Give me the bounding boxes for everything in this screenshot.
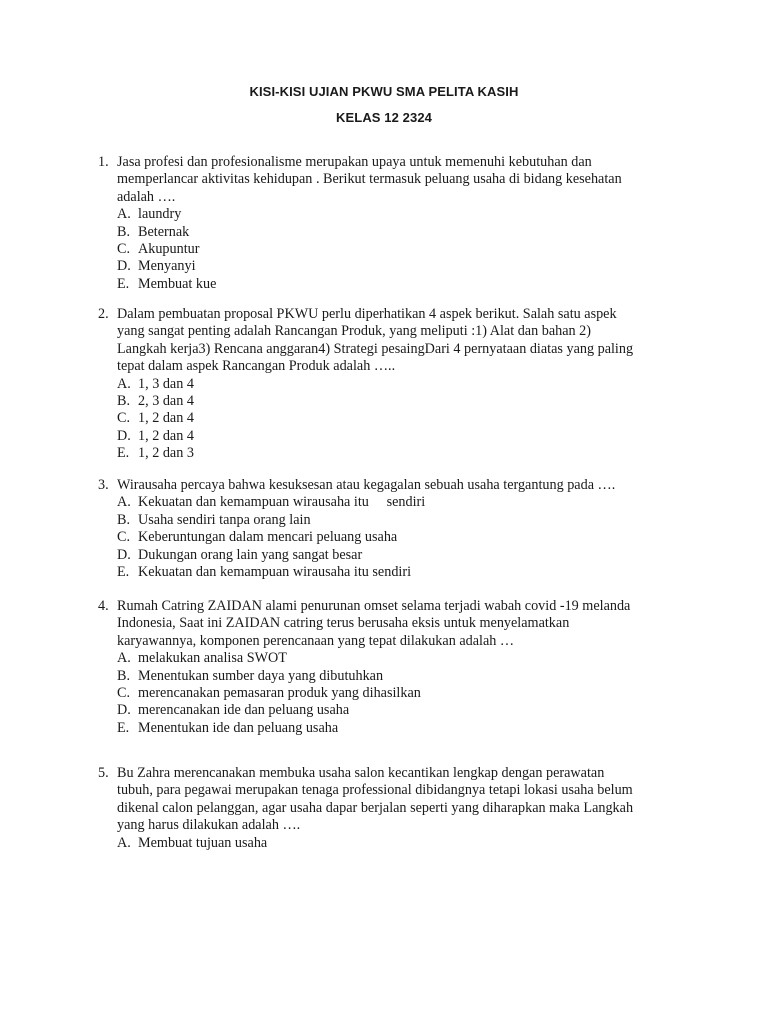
option-letter: D. [117, 546, 131, 563]
option-text: Kekuatan dan kemampuan wirausaha itu sendiri [138, 494, 426, 511]
question-number: 1. [98, 154, 109, 170]
question-text-line: Bu Zahra merencanakan membuka usaha salon kecantikan lengkap dengan perawatan [117, 765, 605, 781]
question-text [117, 598, 677, 650]
answer-option [117, 410, 677, 427]
option-letter: B. [117, 667, 131, 684]
option-letter: C. [117, 410, 131, 427]
question-text-line: memperlancar aktivitas kehidupan . Berikut termasuk peluang usaha di bidang kesehatan [117, 171, 622, 188]
question-text-line: Indonesia, Saat ini ZAIDAN catring terus berusaha eksis untuk menyelamatkan [117, 615, 570, 632]
option-letter: E. [117, 563, 130, 580]
option-text: Dukungan orang lain yang sangat besar [138, 546, 363, 563]
question-text [117, 765, 677, 835]
answer-option [117, 720, 677, 737]
option-text: Usaha sendiri tanpa orang lain [138, 511, 311, 528]
question-text-line: tubuh, para pegawai merupakan tenaga professional dibidangnya tetapi lokasi usaha belum [117, 782, 633, 799]
answer-options [117, 376, 677, 463]
option-text: Menentukan ide dan peluang usaha [138, 719, 339, 736]
option-text: melakukan analisa SWOT [138, 650, 287, 667]
option-letter: D. [117, 702, 131, 719]
answer-option [117, 685, 677, 702]
question-text-line: adalah …. [117, 188, 176, 205]
option-letter: A. [117, 834, 131, 851]
question-text-line: yang sangat penting adalah Rancangan Produk, yang meliputi :1) Alat dan bahan 2) [117, 323, 591, 340]
question-text-line: Langkah kerja3) Rencana anggaran4) Strategi pesaingDari 4 pernyataan diatas yang paling [117, 340, 634, 357]
answer-options [117, 835, 677, 852]
answer-option [117, 224, 677, 241]
option-text: 1, 2 dan 4 [138, 410, 194, 427]
answer-option [117, 445, 677, 462]
option-text: Membuat kue [138, 275, 217, 292]
option-letter: E. [117, 275, 130, 292]
answer-option [117, 258, 677, 275]
document-title: KISI-KISI UJIAN PKWU SMA PELITA KASIH [249, 84, 519, 99]
answer-option [117, 702, 677, 719]
option-letter: E. [117, 445, 130, 462]
option-text: laundry [138, 206, 182, 223]
question-number: 3. [98, 477, 109, 493]
answer-option [117, 276, 677, 293]
question-number: 4. [98, 598, 109, 614]
question-number: 2. [98, 306, 109, 322]
option-text: Keberuntungan dalam mencari peluang usaha [138, 529, 398, 546]
answer-option [117, 835, 677, 852]
option-letter: A. [117, 206, 131, 223]
question-text-line: dikenal calon pelanggan, agar usaha dapar berjalan seperti yang diharapkan maka Langkah [117, 799, 634, 816]
option-letter: A. [117, 494, 131, 511]
question-text [117, 306, 677, 376]
answer-option [117, 564, 677, 581]
option-text: 1, 2 dan 4 [138, 427, 194, 444]
question-number: 5. [98, 765, 109, 781]
option-letter: B. [117, 223, 131, 240]
option-text: 1, 3 dan 4 [138, 375, 194, 392]
option-letter: C. [117, 529, 131, 546]
answer-option [117, 393, 677, 410]
option-letter: A. [117, 375, 131, 392]
option-text: Membuat tujuan usaha [138, 834, 268, 851]
answer-option [117, 241, 677, 258]
question-text-line: Dalam pembuatan proposal PKWU perlu diperhatikan 4 aspek berikut. Salah satu aspek [117, 306, 617, 322]
class-label: KELAS 12 2324 [336, 110, 432, 125]
option-text: Menyanyi [138, 258, 196, 275]
question-text-line: karyawannya, komponen perencanaan yang tepat dilakukan adalah … [117, 632, 515, 649]
answer-option [117, 494, 677, 511]
question-text-line: Rumah Catring ZAIDAN alami penurunan omset selama terjadi wabah covid -19 melanda [117, 598, 631, 614]
option-letter: B. [117, 392, 131, 409]
question-text [117, 477, 677, 494]
answer-option [117, 206, 677, 223]
answer-option [117, 428, 677, 445]
option-text: Beternak [138, 223, 190, 240]
question-text-line: Jasa profesi dan profesionalisme merupakan upaya untuk memenuhi kebutuhan dan [117, 154, 592, 170]
option-letter: C. [117, 684, 131, 701]
option-letter: D. [117, 427, 131, 444]
answer-options [117, 206, 677, 293]
option-letter: D. [117, 258, 131, 275]
option-letter: B. [117, 511, 131, 528]
answer-option [117, 376, 677, 393]
option-text: Akupuntur [138, 240, 200, 257]
answer-options [117, 494, 677, 581]
option-letter: C. [117, 240, 131, 257]
answer-option [117, 512, 677, 529]
option-text: Kekuatan dan kemampuan wirausaha itu sendiri [138, 563, 412, 580]
option-text: merencanakan ide dan peluang usaha [138, 702, 350, 719]
question-text-line: yang harus dilakukan adalah …. [117, 817, 301, 834]
answer-option [117, 547, 677, 564]
question-text-line: Wirausaha percaya bahwa kesuksesan atau kegagalan sebuah usaha tergantung pada …. [117, 477, 616, 493]
option-text: 2, 3 dan 4 [138, 392, 194, 409]
answer-options [117, 650, 677, 737]
option-letter: E. [117, 719, 130, 736]
answer-option [117, 650, 677, 667]
option-text: merencanakan pemasaran produk yang dihasilkan [138, 684, 421, 701]
option-text: 1, 2 dan 3 [138, 445, 194, 462]
answer-option [117, 529, 677, 546]
option-letter: A. [117, 650, 131, 667]
question-text-line: tepat dalam aspek Rancangan Produk adalah ….. [117, 358, 396, 375]
option-text: Menentukan sumber daya yang dibutuhkan [138, 667, 384, 684]
question-text [117, 154, 677, 206]
answer-option [117, 668, 677, 685]
